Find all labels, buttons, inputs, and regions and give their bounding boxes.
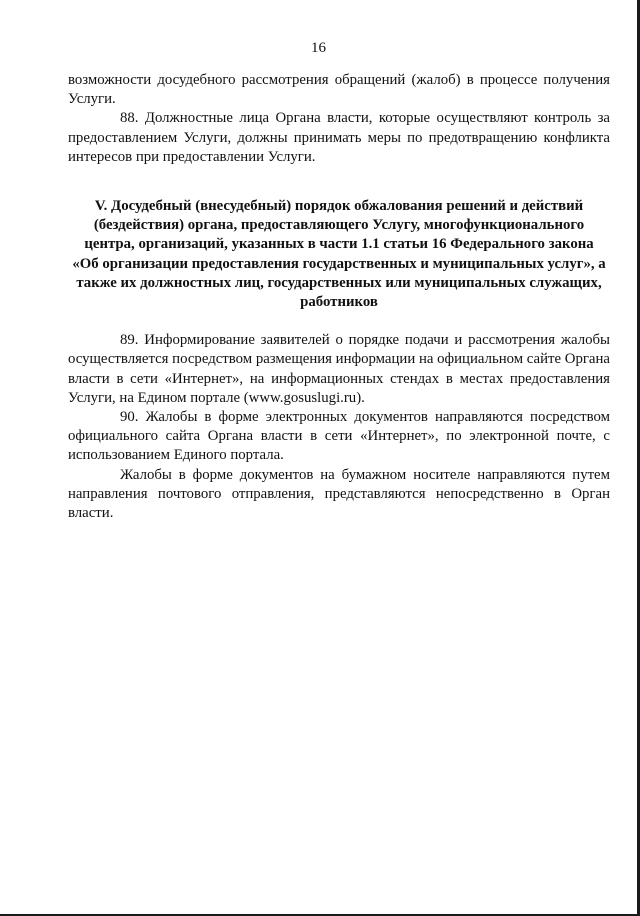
paragraph-90: 90. Жалобы в форме электронных документов направляются посредством официального сайта Органа власти в сети «Интернет», по электронной почте, с использованием Единого портала. (68, 409, 610, 464)
section-heading-line: «Об организации предоставления государственных и муниципальных услуг», а (72, 255, 606, 272)
section-heading-line: центра, организаций, указанных в части 1.1 статьи 16 Федерального закона (84, 236, 594, 253)
paragraph-88: 88. Должностные лица Органа власти, которые осуществляют контроль за предоставлением Услуги, должны принимать меры по предотвращению конфликта интересов при предоставлении Услуги. (68, 110, 610, 165)
section-heading-line: (бездействия) органа, предоставляющего Услугу, многофункционального (93, 217, 585, 234)
section-heading-line: также их должностных лиц, государственных или муниципальных служащих, (76, 274, 602, 291)
section-heading-line: V. Досудебный (внесудебный) порядок обжалования решений и действий (94, 198, 584, 215)
paragraph-89: 89. Информирование заявителей о порядке подачи и рассмотрения жалобы осуществляется посредством размещения информации на официальном сайте Органа власти в сети «Интернет», на информационных стендах в местах предоставления Услуги, на Едином портале (www.gosuslugi.ru). (68, 332, 610, 406)
section-heading-line: работников (300, 294, 378, 311)
paragraph-continuation: возможности досудебного рассмотрения обращений (жалоб) в процессе получения Услуги. (68, 72, 610, 108)
document-body (68, 71, 610, 523)
section-heading (68, 197, 610, 312)
paragraph-paper-complaints: Жалобы в форме документов на бумажном носителе направляются путем направления почтового отправления, представляются непосредственно в Орган власти. (68, 466, 610, 522)
page-number: 16 (311, 40, 326, 56)
